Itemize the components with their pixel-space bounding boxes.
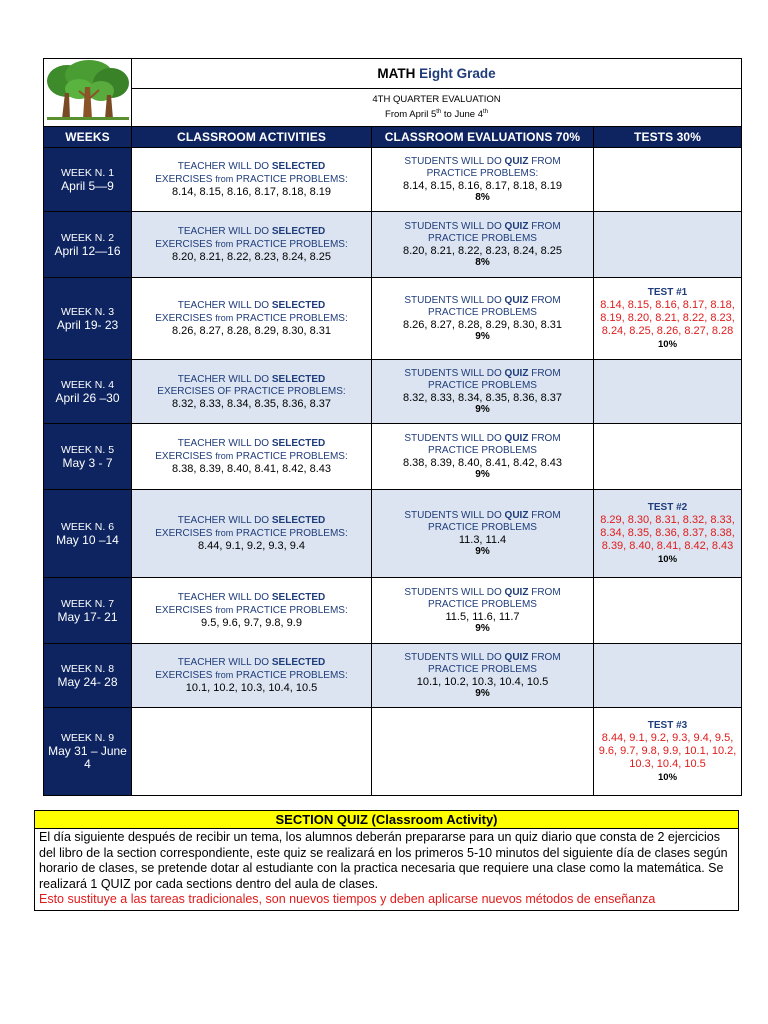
page-title: MATH Eight Grade xyxy=(132,59,742,89)
week-dates: May 3 - 7 xyxy=(62,455,113,470)
evaluation-subtitle: 4TH QUARTER EVALUATION From April 5th to June 4th xyxy=(132,89,742,127)
week-row xyxy=(44,360,742,424)
activity-cell: TEACHER WILL DO SELECTED EXERCISES from PRACTICE PROBLEMS: 8.44, 9.1, 9.2, 9.3, 9.4 xyxy=(132,490,372,578)
evaluation-percent: 9% xyxy=(475,330,490,342)
activity-problems: 8.32, 8.33, 8.34, 8.35, 8.36, 8.37 xyxy=(171,397,332,410)
evaluation-problems: 8.26, 8.27, 8.28, 8.29, 8.30, 8.31 xyxy=(402,318,563,331)
section-quiz-title: SECTION QUIZ (Classroom Activity) xyxy=(35,811,738,829)
col-header-tests: TESTS 30% xyxy=(594,127,742,148)
evaluation-percent: 9% xyxy=(475,403,490,415)
evaluation-cell: STUDENTS WILL DO QUIZ FROM PRACTICE PROBLEMS 8.32, 8.33, 8.34, 8.35, 8.36, 8.37 9% xyxy=(372,360,594,424)
evaluation-percent: 9% xyxy=(475,687,490,699)
week-row xyxy=(44,278,742,360)
evaluation-problems: 11.5, 11.6, 11.7 xyxy=(445,610,520,623)
week-label: WEEK N. 2 xyxy=(60,231,115,244)
week-label: WEEK N. 3 xyxy=(60,305,115,318)
evaluation-cell: STUDENTS WILL DO QUIZ FROM PRACTICE PROBLEMS 11.5, 11.6, 11.7 9% xyxy=(372,578,594,644)
evaluation-cell xyxy=(372,708,594,796)
evaluation-percent: 9% xyxy=(475,545,490,557)
section-quiz-box xyxy=(34,810,739,911)
evaluation-percent: 9% xyxy=(475,468,490,480)
test-cell xyxy=(594,578,742,644)
week-cell xyxy=(44,148,132,212)
week-cell xyxy=(44,644,132,708)
test-percent: 10% xyxy=(658,339,678,350)
activity-problems: 10.1, 10.2, 10.3, 10.4, 10.5 xyxy=(185,682,318,694)
evaluation-problems: 8.38, 8.39, 8.40, 8.41, 8.42, 8.43 xyxy=(402,456,563,469)
activity-problems: 8.14, 8.15, 8.16, 8.17, 8.18, 8.19 xyxy=(171,186,332,198)
week-row xyxy=(44,708,742,796)
test-cell xyxy=(594,278,742,360)
evaluation-cell: STUDENTS WILL DO QUIZ FROM PRACTICE PROBLEMS: 8.14, 8.15, 8.16, 8.17, 8.18, 8.19 8% xyxy=(372,148,594,212)
test-cell xyxy=(594,424,742,490)
evaluation-problems: 10.1, 10.2, 10.3, 10.4, 10.5 xyxy=(416,675,549,688)
activity-cell: TEACHER WILL DO SELECTED EXERCISES from PRACTICE PROBLEMS: 10.1, 10.2, 10.3, 10.4, 10.5 xyxy=(132,644,372,708)
test-problems: 8.44, 9.1, 9.2, 9.3, 9.4, 9.5, 9.6, 9.7, 9.8, 9.9, 10.1, 10.2, 10.3, 10.4, 10.5 xyxy=(598,732,737,770)
trees-logo-icon xyxy=(45,59,131,121)
week-cell xyxy=(44,424,132,490)
activity-problems: 8.20, 8.21, 8.22, 8.23, 8.24, 8.25 xyxy=(171,251,332,263)
activity-problems: 9.5, 9.6, 9.7, 9.8, 9.9 xyxy=(201,617,302,629)
week-cell xyxy=(44,212,132,278)
week-cell xyxy=(44,578,132,644)
week-dates: May 24- 28 xyxy=(57,674,118,689)
test-cell xyxy=(594,644,742,708)
col-header-activities: CLASSROOM ACTIVITIES xyxy=(132,127,372,148)
week-label: WEEK N. 6 xyxy=(60,520,115,533)
evaluation-percent: 8% xyxy=(475,256,490,268)
section-quiz-note: Esto sustituye a las tareas tradicionales, son nuevos tiempos y deben aplicarse nuevos métodos de enseñanza xyxy=(39,892,656,906)
evaluation-problems: 11.3, 11.4 xyxy=(458,533,507,546)
week-cell xyxy=(44,278,132,360)
evaluation-problems: 8.20, 8.21, 8.22, 8.23, 8.24, 8.25 xyxy=(402,244,563,257)
evaluation-cell: STUDENTS WILL DO QUIZ FROM PRACTICE PROBLEMS 8.38, 8.39, 8.40, 8.41, 8.42, 8.43 9% xyxy=(372,424,594,490)
activity-problems: 8.44, 9.1, 9.2, 9.3, 9.4 xyxy=(197,540,306,552)
week-row xyxy=(44,212,742,278)
test-name: TEST #1 xyxy=(647,287,688,298)
evaluation-percent: 8% xyxy=(475,191,490,203)
evaluation-problems: 8.14, 8.15, 8.16, 8.17, 8.18, 8.19 xyxy=(402,179,563,192)
week-row xyxy=(44,148,742,212)
week-label: WEEK N. 5 xyxy=(60,443,115,456)
activity-cell: TEACHER WILL DO SELECTED EXERCISES from PRACTICE PROBLEMS: 9.5, 9.6, 9.7, 9.8, 9.9 xyxy=(132,578,372,644)
evaluation-cell: STUDENTS WILL DO QUIZ FROM PRACTICE PROBLEMS 10.1, 10.2, 10.3, 10.4, 10.5 9% xyxy=(372,644,594,708)
week-dates: May 10 –14 xyxy=(56,532,119,547)
test-name: TEST #2 xyxy=(647,502,688,513)
test-percent: 10% xyxy=(658,772,678,783)
schedule-table xyxy=(43,58,741,796)
test-problems: 8.14, 8.15, 8.16, 8.17, 8.18, 8.19, 8.20, 8.21, 8.22, 8.23, 8.24, 8.25, 8.26, 8.27, 8.28 xyxy=(600,299,735,337)
test-cell xyxy=(594,148,742,212)
activity-cell: TEACHER WILL DO SELECTED EXERCISES from PRACTICE PROBLEMS: 8.14, 8.15, 8.16, 8.17, 8.18, 8.19 xyxy=(132,148,372,212)
week-label: WEEK N. 9 xyxy=(60,732,115,744)
week-row xyxy=(44,424,742,490)
week-dates: May 17- 21 xyxy=(57,609,118,624)
week-label: WEEK N. 7 xyxy=(60,597,115,610)
activity-cell: TEACHER WILL DO SELECTED EXERCISES from PRACTICE PROBLEMS: 8.20, 8.21, 8.22, 8.23, 8.24, 8.25 xyxy=(132,212,372,278)
week-dates: April 26 –30 xyxy=(55,390,120,405)
test-cell xyxy=(594,708,742,796)
week-row xyxy=(44,644,742,708)
activity-cell: TEACHER WILL DO SELECTED EXERCISES from PRACTICE PROBLEMS: 8.26, 8.27, 8.28, 8.29, 8.30, 8.31 xyxy=(132,278,372,360)
evaluation-cell: STUDENTS WILL DO QUIZ FROM PRACTICE PROBLEMS 11.3, 11.4 9% xyxy=(372,490,594,578)
evaluation-cell: STUDENTS WILL DO QUIZ FROM PRACTICE PROBLEMS 8.26, 8.27, 8.28, 8.29, 8.30, 8.31 9% xyxy=(372,278,594,360)
week-dates: April 5—9 xyxy=(61,178,114,193)
test-cell xyxy=(594,360,742,424)
week-row xyxy=(44,578,742,644)
test-cell xyxy=(594,490,742,578)
evaluation-cell: STUDENTS WILL DO QUIZ FROM PRACTICE PROBLEMS 8.20, 8.21, 8.22, 8.23, 8.24, 8.25 8% xyxy=(372,212,594,278)
activity-cell: TEACHER WILL DO SELECTED EXERCISES OF PRACTICE PROBLEMS: 8.32, 8.33, 8.34, 8.35, 8.36, 8.37 xyxy=(132,360,372,424)
trees-logo xyxy=(44,59,132,127)
week-dates: May 31 – June 4 xyxy=(48,744,127,771)
test-problems: 8.29, 8.30, 8.31, 8.32, 8.33, 8.34, 8.35, 8.36, 8.37, 8.38, 8.39, 8.40, 8.41, 8.42, 8.43 xyxy=(600,514,735,552)
week-dates: April 19- 23 xyxy=(56,317,119,332)
evaluation-problems: 8.32, 8.33, 8.34, 8.35, 8.36, 8.37 xyxy=(402,391,563,404)
evaluation-percent: 9% xyxy=(475,622,490,634)
week-cell xyxy=(44,360,132,424)
week-label: WEEK N. 8 xyxy=(60,662,115,675)
test-percent: 10% xyxy=(658,554,678,565)
col-header-evaluations: CLASSROOM EVALUATIONS 70% xyxy=(372,127,594,148)
week-label: WEEK N. 1 xyxy=(60,166,115,179)
week-cell xyxy=(44,490,132,578)
activity-cell xyxy=(132,708,372,796)
week-row xyxy=(44,490,742,578)
activity-cell: TEACHER WILL DO SELECTED EXERCISES from PRACTICE PROBLEMS: 8.38, 8.39, 8.40, 8.41, 8.42, 8.43 xyxy=(132,424,372,490)
week-dates: April 12—16 xyxy=(54,243,121,258)
test-name: TEST #3 xyxy=(647,720,688,731)
week-label: WEEK N. 4 xyxy=(60,378,115,391)
activity-problems: 8.38, 8.39, 8.40, 8.41, 8.42, 8.43 xyxy=(171,463,332,475)
test-cell xyxy=(594,212,742,278)
col-header-weeks: WEEKS xyxy=(44,127,132,148)
section-quiz-body: El día siguiente después de recibir un tema, los alumnos deberán prepararse para un quiz diario que consta de 2 ejercicios del libro de la section correspondiente, este quiz se realizará en los primeros 5-10 minutos del siguiente día de clases según horario de clases, se pretende dotar al estudiante con la practica necesaria que requiere una clase como la matemática. Se realizará 1 QUIZ por cada sections dentro del aula de clases. xyxy=(39,830,728,891)
activity-problems: 8.26, 8.27, 8.28, 8.29, 8.30, 8.31 xyxy=(171,325,332,337)
week-cell xyxy=(44,708,132,796)
